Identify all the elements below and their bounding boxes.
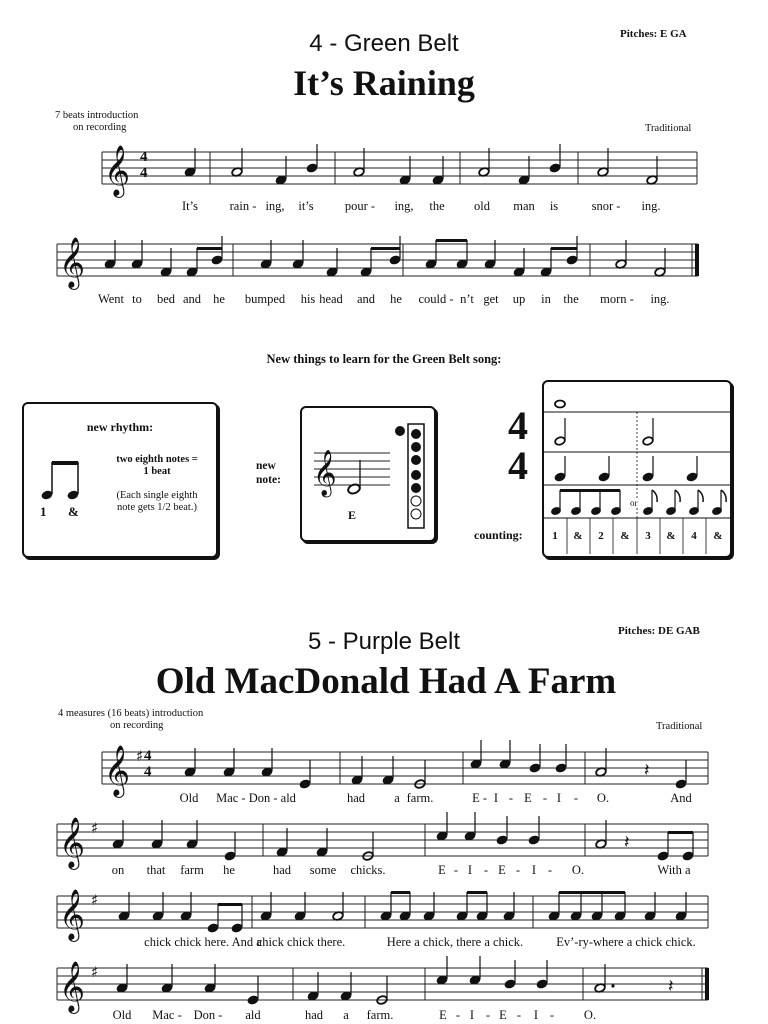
q-note (247, 976, 259, 1005)
q-note (299, 760, 311, 789)
song1-lyric-line1-word: ing, (394, 199, 414, 213)
treble-clef-icon: 𝄞 (59, 817, 86, 868)
rhythm-count-one: 1 (40, 504, 47, 519)
song2-lyric-line1-word: - (482, 791, 488, 805)
song2-lyric-line4-word: I (533, 1008, 539, 1022)
rhythm-note-line1: (Each single eighth (116, 490, 198, 501)
song2-lyric-line3-word: Here a chick, there a chick. (386, 935, 524, 949)
q-note (536, 960, 548, 989)
beam (668, 831, 693, 834)
treble-clef-icon: 𝄞 (59, 961, 86, 1012)
q-note (231, 904, 243, 933)
song2-lyric-line2-word: some (309, 863, 337, 877)
beam (559, 891, 625, 894)
rhythm-title: new rhythm: (86, 420, 154, 434)
song2-lyric-line2-word: O. (571, 863, 585, 877)
song2-lyric-line4-word: had (304, 1008, 324, 1022)
note-values-chart (542, 380, 732, 558)
song1-lyric-line1-word: rain - (229, 199, 257, 213)
count-cell: 3 (645, 530, 651, 542)
new-note-label-line1: new (256, 460, 276, 472)
song2-lyric-line1-word: E (472, 791, 480, 805)
song2-lyric-line4-word: O. (583, 1008, 597, 1022)
song1-intro-line1: 7 beats introduction (55, 110, 139, 121)
song2-lyric-line1-word: farm. (406, 791, 434, 805)
q-note (469, 956, 481, 985)
song2-lyric-line1-word: - (573, 791, 579, 805)
song2-credit: Traditional (656, 721, 703, 732)
single-eighth-notes-icon (643, 490, 726, 516)
q-note (499, 740, 511, 769)
beam (467, 891, 487, 894)
q-note (657, 832, 669, 861)
q-note (389, 236, 401, 265)
q-note (504, 960, 516, 989)
song1-lyric-line1-word: pour - (344, 199, 376, 213)
q-note (470, 740, 482, 769)
q-note (306, 144, 318, 173)
song2-lyric-line2-word: I (531, 863, 537, 877)
q-note (555, 744, 567, 773)
song2-lyric-line1-word: - (508, 791, 514, 805)
treble-clef-icon: 𝄞 (59, 237, 86, 288)
song2-lyric-line3-word: Ev’-ry-where a chick chick. (556, 935, 696, 949)
song1-lyric-line2-word: head (319, 292, 343, 306)
new-note-staff-diagram (302, 408, 434, 540)
song1-credit: Traditional (645, 123, 692, 134)
count-cell: 1 (552, 530, 558, 542)
q-note (529, 744, 541, 773)
dot (611, 984, 614, 987)
count-cell: & (713, 530, 723, 542)
song2-lyric-line1-word: Old (179, 791, 199, 805)
song2-lyric-line3-word: chick chick there. (256, 935, 346, 949)
song1-lyric-line1-word: ing, (265, 199, 285, 213)
song2-pitches: Pitches: DE GAB (618, 625, 700, 637)
song2-lyric-line2-word: chicks. (350, 863, 386, 877)
song1-intro-line2: on recording (73, 122, 127, 133)
song2-staff-4 (57, 961, 709, 1014)
song1-lyric-line2-word: his (300, 292, 316, 306)
song1-lyric-line1-word: man (513, 199, 535, 213)
song1-lyric-line2-word: to (132, 292, 142, 306)
beamed-eighth-notes-icon (551, 489, 622, 516)
sharp-icon: ♯ (136, 747, 144, 765)
beam (436, 239, 467, 242)
song2-lyric-line4-word: farm. (366, 1008, 394, 1022)
q-note (224, 832, 236, 861)
q-note (682, 832, 694, 861)
song2-lyric-line2-word: I (467, 863, 473, 877)
song2-lyric-line1-word: I (493, 791, 499, 805)
song1-belt-heading: 4 - Green Belt (309, 30, 459, 57)
song2-lyric-line2-word: that (146, 863, 166, 877)
q-note (436, 812, 448, 841)
song2-lyric-line4-word: Old (112, 1008, 132, 1022)
q-note (211, 236, 223, 265)
song1-lyric-line2-word: he (213, 292, 225, 306)
half-note (376, 976, 388, 1005)
beam (218, 903, 242, 906)
beam (551, 247, 577, 250)
rhythm-count-and: & (68, 504, 79, 519)
song1-lyric-line2-word: up (512, 292, 526, 306)
song2-lyric-line2-word: - (483, 863, 489, 877)
song2-intro-line1: 4 measures (16 beats) introduction (58, 708, 204, 719)
chart-time-bottom: 4 (508, 443, 528, 488)
rhythm-desc-line1: two eighth notes = (116, 454, 198, 465)
count-cell: & (620, 530, 630, 542)
song1-lyric-line1-word: It’s (182, 199, 198, 213)
q-note (675, 760, 687, 789)
song2-time-top: 4 (144, 748, 152, 764)
song1-lyric-line2-word: in (541, 292, 551, 306)
song1-lyric-line2-word: and (356, 292, 376, 306)
song1-lyric-line1-word: snor - (591, 199, 621, 213)
treble-clef-icon: 𝄞 (313, 450, 337, 496)
beam (391, 891, 410, 894)
song2-lyric-line2-word: - (515, 863, 521, 877)
treble-clef-icon: 𝄞 (59, 889, 86, 940)
song2-lyric-line1-word: - (542, 791, 548, 805)
counting-label: counting: (474, 528, 523, 542)
song2-lyric-line4-word: a (343, 1008, 349, 1022)
rhythm-desc-line2: 1 beat (143, 466, 171, 477)
song2-lyric-line4-word: Don - (193, 1008, 223, 1022)
sharp-icon: ♯ (91, 963, 99, 981)
song1-pitches: Pitches: E GA (620, 28, 687, 40)
song2-lyric-line2-word: - (547, 863, 553, 877)
song1-time-top: 4 (140, 149, 148, 165)
chart-time-top: 4 (508, 403, 528, 448)
sharp-icon: ♯ (91, 819, 99, 837)
q-note (464, 812, 476, 841)
song2-lyric-line4-word: E (499, 1008, 507, 1022)
whole-note-icon (555, 401, 565, 408)
song1-lyric-line2-word: could - (418, 292, 454, 306)
count-cell: 2 (598, 530, 604, 542)
song1-lyric-line2-word: morn - (600, 292, 634, 306)
song1-time-bottom: 4 (140, 165, 148, 181)
q-note (496, 816, 508, 845)
song2-lyric-line1-word: E (524, 791, 532, 805)
song2-lyric-line1-word: O. (596, 791, 610, 805)
rhythm-note-line2: note gets 1/2 beat.) (117, 502, 197, 513)
song2-intro-line2: on recording (110, 720, 164, 731)
song2-lyric-line1-word: a (394, 791, 400, 805)
song2-lyric-line2-word: farm (180, 863, 204, 877)
quarter-rest-icon: 𝄽 (644, 760, 650, 781)
song1-lyric-line2-word: get (483, 292, 499, 306)
song1-lyric-line1-word: old (474, 199, 490, 213)
song2-lyric-line4-word: - (455, 1008, 461, 1022)
eighth-notes-pair-icon (38, 459, 98, 509)
sharp-icon: ♯ (91, 891, 99, 909)
song2-lyric-line2-word: had (272, 863, 292, 877)
song1-lyric-line1-word: it’s (298, 199, 314, 213)
song2-lyric-line2-word: on (111, 863, 125, 877)
song2-lyric-line2-word: - (453, 863, 459, 877)
song1-lyric-line2-word: n’t (460, 292, 474, 306)
q-note (436, 956, 448, 985)
q-note (528, 816, 540, 845)
song1-staff-2 (57, 237, 699, 290)
note-values-grid (544, 382, 730, 556)
song1-title: It’s Raining (293, 63, 475, 103)
count-cell: & (666, 530, 676, 542)
treble-clef-icon: 𝄞 (104, 145, 131, 196)
quarter-rest-icon: 𝄽 (668, 976, 674, 997)
song1-lyric-line2-word: the (563, 292, 579, 306)
song2-lyric-line4-word: ald (245, 1008, 261, 1022)
new-note-label-line2: note: (256, 474, 281, 486)
song1-lyric-line2-word: he (390, 292, 402, 306)
new-note-box (300, 406, 436, 542)
half-notes-icon (554, 418, 654, 446)
half-note (362, 832, 374, 861)
half-note (414, 760, 426, 789)
song1-lyric-line1-word: ing. (641, 199, 661, 213)
q-note (566, 236, 578, 265)
song1-lyric-line2-word: Went (97, 292, 125, 306)
new-note-name: E (348, 508, 357, 522)
song2-lyric-line4-word: E (439, 1008, 447, 1022)
song2-lyric-line4-word: - (485, 1008, 491, 1022)
song2-lyric-line2-word: he (223, 863, 235, 877)
beam (197, 247, 222, 250)
beam (371, 247, 400, 250)
song2-lyric-line1-word: And (670, 791, 692, 805)
song2-lyric-line4-word: I (469, 1008, 475, 1022)
learn-heading: New things to learn for the Green Belt song: (266, 352, 502, 366)
song2-belt-heading: 5 - Purple Belt (307, 628, 461, 655)
or-label: or (630, 498, 638, 508)
song1-lyric-line1-word: the (429, 199, 445, 213)
song2-time-bottom: 4 (144, 764, 152, 780)
treble-clef-icon: 𝄞 (104, 745, 131, 796)
song2-lyric-line4-word: - (516, 1008, 522, 1022)
q-note (207, 904, 219, 933)
song2-lyric-line1-word: had (346, 791, 366, 805)
new-rhythm-box (22, 402, 218, 558)
song2-lyric-line1-word: I (556, 791, 562, 805)
song2-lyric-line1-word: Mac - Don - ald (216, 791, 296, 805)
count-cell: & (573, 530, 583, 542)
song1-lyric-line2-word: bumped (244, 292, 286, 306)
quarter-rest-icon: 𝄽 (624, 832, 630, 853)
song1-lyric-line2-word: bed (156, 292, 176, 306)
q-note (549, 144, 561, 173)
song2-lyric-line4-word: - (549, 1008, 555, 1022)
count-cell: 4 (691, 530, 697, 542)
song2-lyric-line2-word: E (438, 863, 446, 877)
song2-lyric-line3-word: chick chick here. And a (144, 935, 262, 949)
song1-lyric-line2-word: and (182, 292, 202, 306)
song2-lyric-line4-word: Mac - (152, 1008, 182, 1022)
song1-lyric-line1-word: is (549, 199, 559, 213)
song2-title: Old MacDonald Had A Farm (155, 661, 617, 702)
quarter-notes-icon (554, 456, 698, 482)
song1-lyric-line2-word: ing. (650, 292, 670, 306)
song2-lyric-line2-word: E (498, 863, 506, 877)
song2-lyric-line2-word: With a (657, 863, 691, 877)
